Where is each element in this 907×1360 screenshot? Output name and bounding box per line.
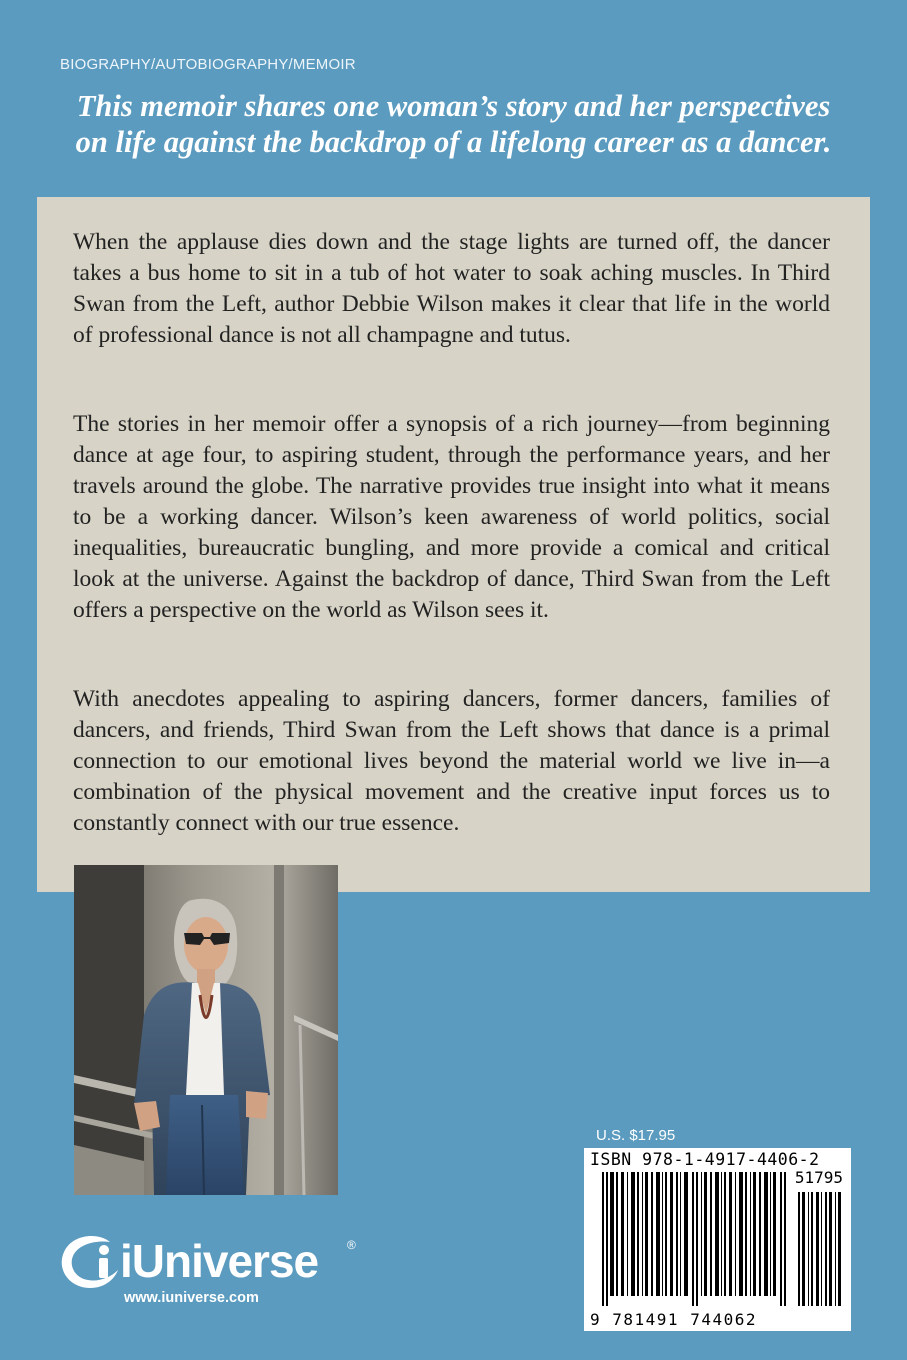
barcode-bars [602, 1172, 792, 1306]
tagline: This memoir shares one woman’s story and her perspectives on life against the backdrop of a lifelong career as a dancer. [75, 89, 832, 159]
barcode-addon-code: 51795 [794, 1168, 843, 1187]
registered-mark: ® [347, 1238, 356, 1252]
description-paragraph-3: With anecdotes appealing to aspiring dancers, former dancers, families of dancers, and friends, Third Swan from the Left shows that dance is a primal connection to our emotional lives beyond the material world we live in—a combination of the physical movement and the creative input forces us to constantly connect with our true essence. [73, 686, 830, 836]
author-photo [74, 865, 338, 1195]
description-panel [37, 197, 870, 892]
publisher-url: www.iuniverse.com [124, 1290, 259, 1306]
description-paragraph-2: The stories in her memoir offer a synopsis of a rich journey—from beginning dance at age four, to aspiring student, through the performance years, and her travels around the globe. The narrative provides true insight into what it means to be a working dancer. Wilson’s keen awareness of world politics, social inequalities, bureaucratic bungling, and more provide a comical and critical look at the universe. Against the backdrop of dance, Third Swan from the Left offers a perspective on the world as Wilson sees it. [73, 411, 830, 623]
category-label: BIOGRAPHY/AUTOBIOGRAPHY/MEMOIR [60, 56, 356, 73]
addon-barcode-bars [798, 1192, 844, 1306]
barcode-number: 9 781491 744062 [590, 1310, 757, 1329]
price-label: U.S. $17.95 [596, 1127, 676, 1144]
description-paragraph-1: When the applause dies down and the stage lights are turned off, the dancer takes a bus home to sit in a tub of hot water to soak aching muscles. In Third Swan from the Left, author Debbie Wilson makes it clear that life in the world of professional dance is not all champagne and tutus. [73, 229, 830, 348]
isbn-text: ISBN 978-1-4917-4406-2 [590, 1150, 820, 1169]
iuniverse-swirl-icon [58, 1232, 122, 1290]
isbn-barcode [584, 1148, 851, 1331]
publisher-logo [58, 1230, 358, 1310]
publisher-name: iUniverse [120, 1235, 319, 1287]
